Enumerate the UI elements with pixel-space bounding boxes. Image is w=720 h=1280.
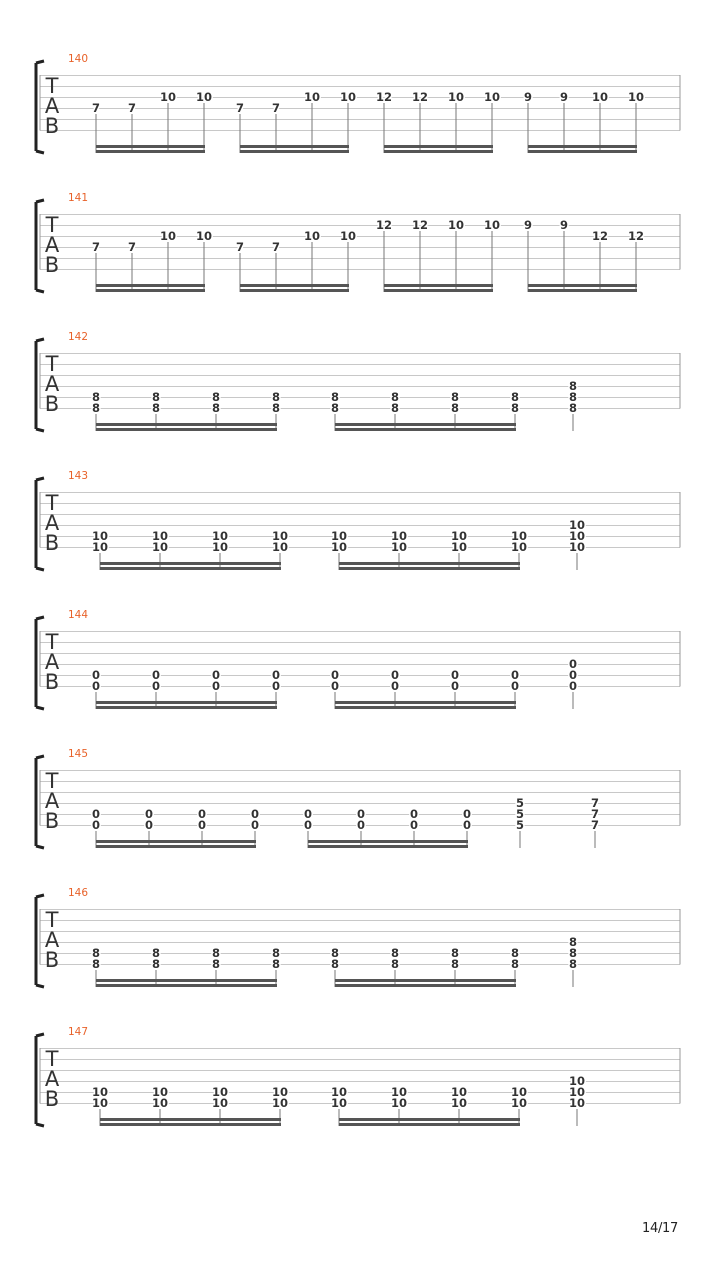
tab-clef-letter: A: [44, 233, 60, 257]
beam: [528, 284, 637, 287]
fret-number: 8: [568, 401, 578, 415]
beam: [528, 289, 637, 292]
beam: [96, 984, 277, 987]
fret-number: 7: [590, 818, 600, 832]
tab-clef-letter: T: [45, 908, 59, 932]
tab-clef-letter: A: [44, 511, 60, 535]
tab-clef-letter: B: [44, 1087, 60, 1111]
page-number: 14/17: [642, 1221, 678, 1236]
fret-number: 10: [151, 1096, 169, 1110]
tab-system: [36, 748, 680, 848]
fret-number: 0: [151, 679, 161, 693]
fret-number: 10: [447, 90, 465, 104]
measure-number: 140: [68, 53, 89, 65]
tab-clef-letter: A: [44, 372, 60, 396]
fret-number: 0: [462, 807, 472, 821]
fret-number: 0: [151, 668, 161, 682]
fret-number: 0: [390, 679, 400, 693]
fret-number: 10: [390, 1085, 408, 1099]
fret-number: 10: [91, 1096, 109, 1110]
fret-number: 10: [303, 90, 321, 104]
fret-number: 8: [211, 946, 221, 960]
fret-number: 0: [211, 679, 221, 693]
fret-number: 12: [375, 90, 393, 104]
fret-number: 0: [197, 807, 207, 821]
fret-number: 8: [390, 401, 400, 415]
fret-number: 8: [271, 390, 281, 404]
beam: [335, 701, 516, 704]
fret-number: 8: [390, 946, 400, 960]
fret-number: 8: [450, 390, 460, 404]
fret-number: 0: [91, 818, 101, 832]
fret-number: 5: [515, 807, 525, 821]
tab-system: [36, 470, 680, 570]
fret-number: 10: [390, 540, 408, 554]
fret-number: 10: [627, 90, 645, 104]
fret-number: 8: [271, 957, 281, 971]
beam: [96, 289, 205, 292]
beam: [96, 145, 205, 148]
fret-number: 10: [91, 529, 109, 543]
fret-number: 0: [568, 657, 578, 671]
fret-number: 8: [271, 401, 281, 415]
fret-number: 10: [303, 229, 321, 243]
fret-number: 5: [515, 796, 525, 810]
beam: [528, 150, 637, 153]
tab-system: [36, 609, 680, 709]
fret-number: 10: [151, 529, 169, 543]
fret-number: 12: [375, 218, 393, 232]
beam: [240, 289, 349, 292]
tab-clef-letter: B: [44, 948, 60, 972]
fret-number: 12: [411, 218, 429, 232]
tab-clef-letter: T: [45, 769, 59, 793]
beam: [335, 428, 516, 431]
fret-number: 10: [211, 529, 229, 543]
fret-number: 8: [510, 390, 520, 404]
fret-number: 10: [91, 540, 109, 554]
fret-number: 7: [235, 101, 245, 115]
fret-number: 10: [211, 1085, 229, 1099]
beam: [308, 845, 468, 848]
fret-number: 8: [568, 957, 578, 971]
tab-clef-letter: T: [45, 74, 59, 98]
fret-number: 8: [91, 390, 101, 404]
measure-number: 147: [68, 1026, 89, 1038]
beam: [240, 145, 349, 148]
tab-clef-letter: A: [44, 1067, 60, 1091]
fret-number: 0: [568, 668, 578, 682]
beam: [96, 150, 205, 153]
fret-number: 7: [91, 101, 101, 115]
fret-number: 8: [568, 390, 578, 404]
beam: [240, 150, 349, 153]
beam: [100, 1123, 281, 1126]
fret-number: 8: [568, 946, 578, 960]
fret-number: 12: [591, 229, 609, 243]
fret-number: 0: [250, 818, 260, 832]
fret-number: 10: [271, 1085, 289, 1099]
fret-number: 9: [523, 90, 533, 104]
fret-number: 0: [409, 818, 419, 832]
fret-number: 10: [483, 90, 501, 104]
fret-number: 0: [250, 807, 260, 821]
fret-number: 10: [450, 540, 468, 554]
beam: [339, 567, 520, 570]
fret-number: 8: [330, 957, 340, 971]
beam: [240, 284, 349, 287]
fret-number: 0: [462, 818, 472, 832]
fret-number: 10: [271, 540, 289, 554]
fret-number: 10: [330, 1085, 348, 1099]
beam: [96, 840, 256, 843]
tab-clef-letter: T: [45, 1047, 59, 1071]
fret-number: 10: [211, 540, 229, 554]
fret-number: 10: [450, 529, 468, 543]
measure-number: 145: [68, 748, 89, 760]
fret-number: 10: [450, 1096, 468, 1110]
beam: [100, 1118, 281, 1121]
fret-number: 7: [235, 240, 245, 254]
fret-number: 7: [590, 807, 600, 821]
fret-number: 12: [411, 90, 429, 104]
fret-number: 9: [559, 218, 569, 232]
fret-number: 7: [127, 240, 137, 254]
fret-number: 10: [510, 1085, 528, 1099]
tab-clef-letter: T: [45, 352, 59, 376]
fret-number: 0: [271, 668, 281, 682]
fret-number: 10: [510, 540, 528, 554]
beam: [96, 428, 277, 431]
fret-number: 10: [568, 518, 586, 532]
beam: [96, 701, 277, 704]
beam: [96, 423, 277, 426]
beam: [384, 145, 493, 148]
tab-clef-letter: B: [44, 114, 60, 138]
beam: [335, 984, 516, 987]
fret-number: 8: [390, 390, 400, 404]
fret-number: 8: [151, 957, 161, 971]
fret-number: 8: [390, 957, 400, 971]
fret-number: 0: [568, 679, 578, 693]
fret-number: 10: [159, 90, 177, 104]
beam: [308, 840, 468, 843]
tab-system: [36, 1026, 680, 1126]
fret-number: 10: [91, 1085, 109, 1099]
beam: [96, 845, 256, 848]
fret-number: 0: [510, 668, 520, 682]
fret-number: 8: [568, 935, 578, 949]
fret-number: 0: [390, 668, 400, 682]
fret-number: 10: [568, 540, 586, 554]
fret-number: 8: [330, 390, 340, 404]
beam: [339, 562, 520, 565]
fret-number: 10: [330, 540, 348, 554]
beam: [528, 145, 637, 148]
fret-number: 0: [91, 807, 101, 821]
fret-number: 8: [211, 390, 221, 404]
fret-number: 0: [211, 668, 221, 682]
beam: [339, 1123, 520, 1126]
fret-number: 9: [559, 90, 569, 104]
fret-number: 10: [483, 218, 501, 232]
fret-number: 10: [271, 1096, 289, 1110]
fret-number: 7: [590, 796, 600, 810]
beam: [335, 979, 516, 982]
fret-number: 10: [568, 1074, 586, 1088]
fret-number: 8: [91, 957, 101, 971]
fret-number: 8: [330, 401, 340, 415]
measure-number: 146: [68, 887, 89, 899]
fret-number: 0: [303, 807, 313, 821]
fret-number: 10: [151, 1085, 169, 1099]
fret-number: 8: [450, 946, 460, 960]
tab-clef-letter: B: [44, 253, 60, 277]
fret-number: 0: [144, 818, 154, 832]
tab-clef-letter: B: [44, 531, 60, 555]
fret-number: 0: [91, 679, 101, 693]
fret-number: 8: [211, 957, 221, 971]
fret-number: 7: [271, 101, 281, 115]
fret-number: 10: [195, 90, 213, 104]
tab-clef-letter: B: [44, 809, 60, 833]
beam: [384, 150, 493, 153]
fret-number: 10: [195, 229, 213, 243]
measure-number: 141: [68, 192, 89, 204]
tab-clef-letter: T: [45, 491, 59, 515]
fret-number: 0: [197, 818, 207, 832]
beam: [335, 423, 516, 426]
fret-number: 10: [510, 529, 528, 543]
fret-number: 0: [271, 679, 281, 693]
fret-number: 10: [450, 1085, 468, 1099]
fret-number: 0: [330, 679, 340, 693]
beam: [96, 706, 277, 709]
fret-number: 8: [510, 946, 520, 960]
fret-number: 10: [339, 90, 357, 104]
fret-number: 8: [211, 401, 221, 415]
fret-number: 10: [591, 90, 609, 104]
measure-number: 142: [68, 331, 89, 343]
fret-number: 0: [144, 807, 154, 821]
fret-number: 0: [356, 818, 366, 832]
beam: [100, 562, 281, 565]
fret-number: 8: [510, 401, 520, 415]
fret-number: 9: [523, 218, 533, 232]
fret-number: 10: [568, 1096, 586, 1110]
fret-number: 7: [127, 101, 137, 115]
tab-clef-letter: A: [44, 650, 60, 674]
fret-number: 5: [515, 818, 525, 832]
fret-number: 8: [330, 946, 340, 960]
beam: [100, 567, 281, 570]
fret-number: 10: [510, 1096, 528, 1110]
fret-number: 0: [91, 668, 101, 682]
fret-number: 7: [91, 240, 101, 254]
tab-system: [36, 192, 680, 292]
fret-number: 0: [409, 807, 419, 821]
fret-number: 10: [330, 1096, 348, 1110]
fret-number: 10: [390, 529, 408, 543]
fret-number: 8: [91, 946, 101, 960]
beam: [335, 706, 516, 709]
fret-number: 0: [450, 668, 460, 682]
fret-number: 10: [159, 229, 177, 243]
fret-number: 8: [271, 946, 281, 960]
tab-system: [36, 53, 680, 153]
fret-number: 8: [510, 957, 520, 971]
beam: [96, 979, 277, 982]
fret-number: 8: [151, 401, 161, 415]
fret-number: 0: [303, 818, 313, 832]
fret-number: 8: [568, 379, 578, 393]
fret-number: 0: [510, 679, 520, 693]
fret-number: 10: [271, 529, 289, 543]
fret-number: 0: [330, 668, 340, 682]
tab-clef-letter: A: [44, 789, 60, 813]
fret-number: 8: [91, 401, 101, 415]
tab-system: [36, 331, 680, 431]
fret-number: 0: [356, 807, 366, 821]
fret-number: 10: [339, 229, 357, 243]
beam: [384, 284, 493, 287]
fret-number: 10: [330, 529, 348, 543]
fret-number: 8: [450, 401, 460, 415]
beam: [384, 289, 493, 292]
fret-number: 10: [447, 218, 465, 232]
beam: [96, 284, 205, 287]
tab-clef-letter: T: [45, 630, 59, 654]
fret-number: 10: [568, 529, 586, 543]
fret-number: 10: [151, 540, 169, 554]
tab-clef-letter: A: [44, 94, 60, 118]
fret-number: 8: [151, 946, 161, 960]
tab-clef-letter: T: [45, 213, 59, 237]
fret-number: 7: [271, 240, 281, 254]
fret-number: 8: [450, 957, 460, 971]
tab-system: [36, 887, 680, 987]
fret-number: 10: [390, 1096, 408, 1110]
tab-clef-letter: B: [44, 392, 60, 416]
measure-number: 144: [68, 609, 89, 621]
tab-clef-letter: A: [44, 928, 60, 952]
fret-number: 8: [151, 390, 161, 404]
beam: [339, 1118, 520, 1121]
fret-number: 0: [450, 679, 460, 693]
fret-number: 12: [627, 229, 645, 243]
tab-clef-letter: B: [44, 670, 60, 694]
fret-number: 10: [568, 1085, 586, 1099]
fret-number: 10: [211, 1096, 229, 1110]
measure-number: 143: [68, 470, 89, 482]
